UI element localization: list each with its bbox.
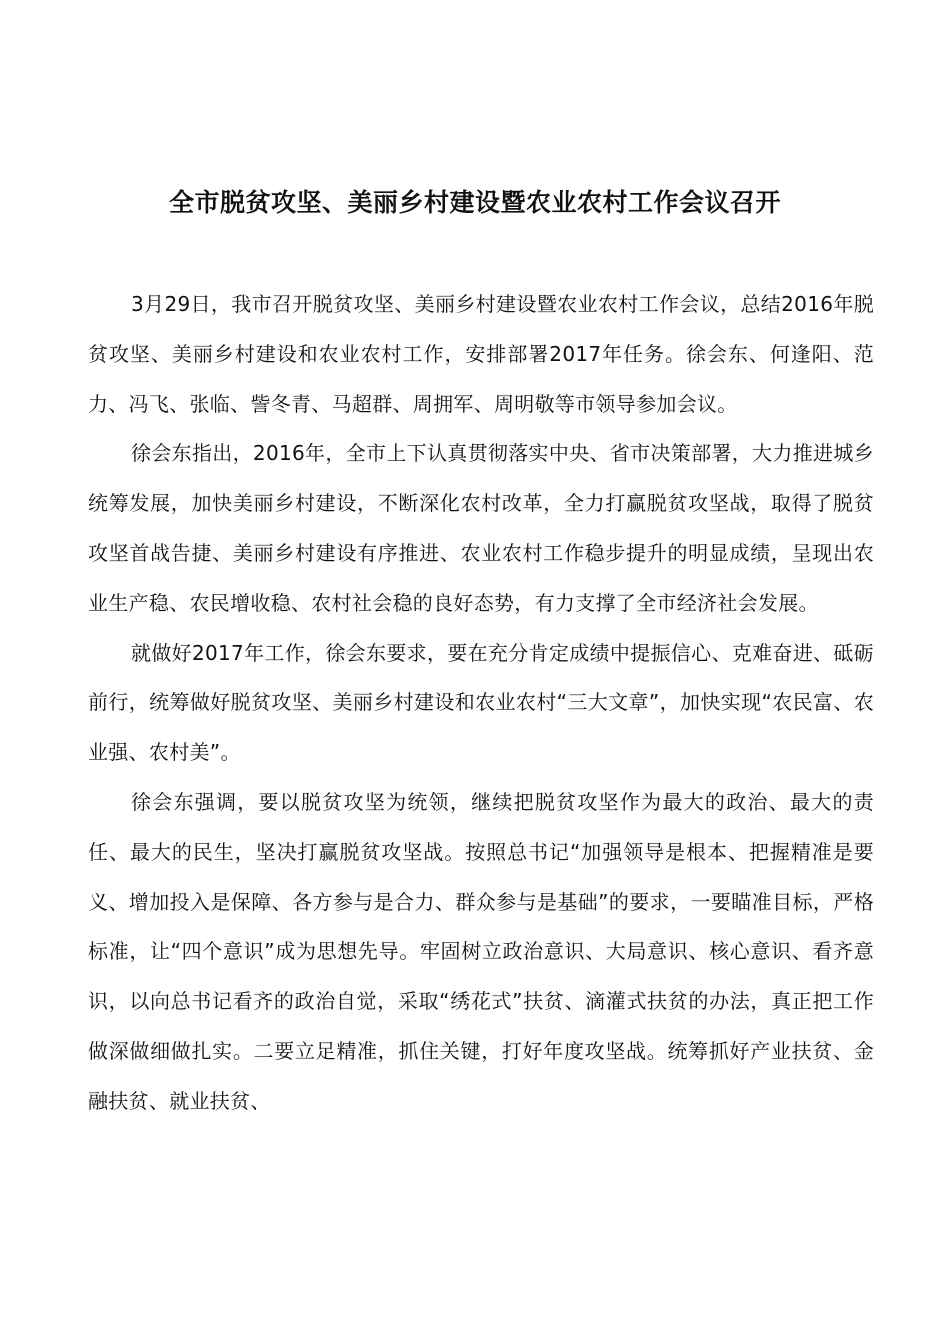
article-body [88, 280, 874, 1127]
paragraph-2017-requirements: 就做好2017年工作，徐会东要求，要在充分肯定成绩中提振信心、克难奋进、砥砺前行，统筹做好脱贫攻坚、美丽乡村建设和农业农村“三大文章”，加快实现“农民富、农业强、农村美”。 [88, 640, 874, 765]
paragraph-poverty-alleviation-emphasis: 徐会东强调，要以脱贫攻坚为统领，继续把脱贫攻坚作为最大的政治、最大的责任、最大的民生，坚决打赢脱贫攻坚战。按照总书记“加强领导是根本、把握精准是要义、增加投入是保障、各方参与是合力、群众参与是基础”的要求，一要瞄准目标，严格标准，让“四个意识”成为思想先导。牢固树立政治意识、大局意识、核心意识、看齐意识，以向总书记看齐的政治自觉，采取“绣花式”扶贫、滴灌式扶贫的办法，真正把工作做深做细做扎实。二要立足精准，抓住关键，打好年度攻坚战。统筹抓好产业扶贫、金融扶贫、就业扶贫、 [88, 789, 874, 1113]
paragraph-meeting-summary: 3月29日，我市召开脱贫攻坚、美丽乡村建设暨农业农村工作会议，总结2016年脱贫攻坚、美丽乡村建设和农业农村工作，安排部署2017年任务。徐会东、何逢阳、范力、冯飞、张临、訾冬青、马超群、周拥军、周明敬等市领导参加会议。 [88, 292, 874, 416]
paragraph-2016-review: 徐会东指出，2016年，全市上下认真贯彻落实中央、省市决策部署，大力推进城乡统筹发展，加快美丽乡村建设，不断深化农村改革，全力打赢脱贫攻坚战，取得了脱贫攻坚首战告捷、美丽乡村建设有序推进、农业农村工作稳步提升的明显成绩，呈现出农业生产稳、农民增收稳、农村社会稳的良好态势，有力支撑了全市经济社会发展。 [88, 441, 874, 615]
document-title: 全市脱贫攻坚、美丽乡村建设暨农业农村工作会议召开 [168, 188, 781, 217]
